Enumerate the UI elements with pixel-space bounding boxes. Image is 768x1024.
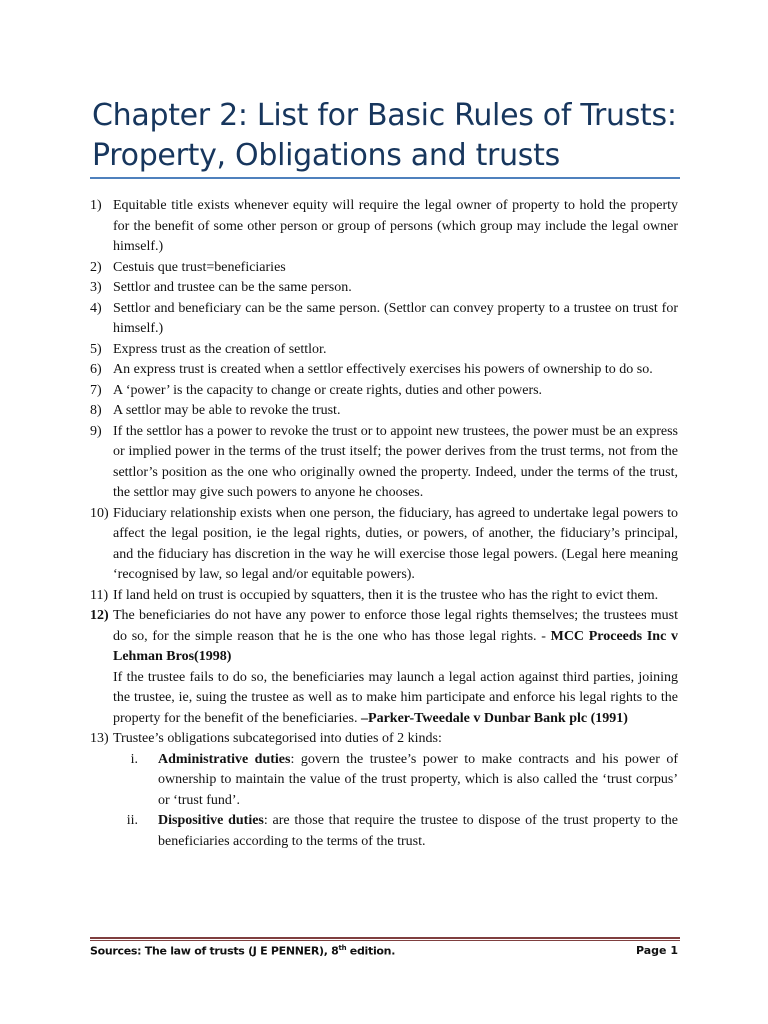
item-number: 10) xyxy=(90,505,109,521)
list-item-2 xyxy=(90,258,678,279)
footer-source-suffix: edition. xyxy=(346,944,396,958)
item-text xyxy=(113,606,678,729)
item-text: Express trust as the creation of settlor. xyxy=(113,341,327,357)
item-text: Fiduciary relationship exists when one person, the fiduciary, has agreed to undertake legal powers to affect the legal position, ie the legal rights, duties, or powers, of another, the fiduciary’s principal, and the fiduciary has discretion in the way he will exercise those legal powers. (Legal here meaning ‘recognised by law, so legal and/or equitable powers). xyxy=(113,505,678,582)
list-item-5 xyxy=(90,340,678,361)
title-line-2: Property, Obligations and trusts xyxy=(92,138,560,173)
item-number: 13) xyxy=(90,731,109,746)
sub-item-text xyxy=(158,811,678,852)
footer-source-sup: th xyxy=(338,944,347,952)
item-text: A ‘power’ is the capacity to change or create rights, duties and other powers. xyxy=(113,382,543,398)
item-number: 6) xyxy=(90,362,102,377)
item-text: Cestuis que trust=beneficiaries xyxy=(113,259,286,275)
item-number: 11) xyxy=(90,587,109,603)
item-text: An express trust is created when a settlor effectively exercises his powers of ownership to do so. xyxy=(113,362,653,377)
item-number: 9) xyxy=(90,423,102,439)
list-item-6 xyxy=(90,360,678,381)
list-item-3 xyxy=(90,278,678,299)
list-item-10 xyxy=(90,504,678,586)
item-number: 5) xyxy=(90,341,102,357)
list-item-8 xyxy=(90,401,678,422)
item-text: If land held on trust is occupied by squatters, then it is the trustee who has the right to evict them. xyxy=(113,587,659,603)
sub-item-i xyxy=(90,750,678,812)
list-item-4 xyxy=(90,299,678,340)
list-item-13 xyxy=(90,729,678,750)
item-number: 12) xyxy=(90,608,109,623)
footer-divider-thin xyxy=(90,940,680,941)
sub-item-ii xyxy=(90,811,678,852)
list-item-9 xyxy=(90,422,678,504)
rules-list xyxy=(90,196,678,852)
sub-item-desc: : govern the trustee’s power to make contracts and his power of ownership to maintain the value of the trust property, which is also called the ‘trust corpus’ or ‘trust fund’. xyxy=(158,751,679,808)
footer-source-prefix: Sources: The law of trusts (J E PENNER), 8 xyxy=(90,944,339,958)
item-text: Equitable title exists whenever equity will require the legal owner of property to hold the property for the benefit of some other person or group of persons (which group may include the legal owner himself.) xyxy=(113,198,678,254)
sub-item-term: Administrative duties xyxy=(158,751,291,767)
item-text: Trustee’s obligations subcategorised into duties of 2 kinds: xyxy=(113,731,442,746)
item-number: 1) xyxy=(90,198,102,213)
case-citation-parker: –Parker-Tweedale v Dunbar Bank plc (1991) xyxy=(361,710,628,726)
item-number: 4) xyxy=(90,300,102,316)
sub-item-text xyxy=(158,750,678,812)
list-item-7 xyxy=(90,381,678,402)
sub-item-number: ii. xyxy=(126,813,138,828)
item-number: 3) xyxy=(90,280,102,295)
item-number: 7) xyxy=(90,382,102,398)
item-text: A settlor may be able to revoke the trust. xyxy=(113,403,341,418)
list-item-11 xyxy=(90,586,678,607)
page-number: Page 1 xyxy=(635,944,678,957)
item-number: 2) xyxy=(90,259,102,275)
sub-item-term: Dispositive duties xyxy=(158,813,264,828)
title-divider xyxy=(90,177,680,179)
title-line-1: Chapter 2: List for Basic Rules of Trusts: xyxy=(92,98,677,133)
item-text: Settlor and trustee can be the same person. xyxy=(113,280,352,295)
footer-source xyxy=(90,944,395,958)
item-12-text-b: If the trustee fails to do so, the beneficiaries may launch a legal action against third parties, joining the trustee, ie, suing the trustee as well as to make him participate and enforce his legal rights to the property for the benefit of the beneficiaries. xyxy=(113,669,678,726)
case-citation-mcc: MCC Proceeds Inc v Lehman Bros(1998) xyxy=(113,628,678,664)
footer-divider xyxy=(90,937,680,939)
list-item-12 xyxy=(90,606,678,729)
sub-item-desc: : are those that require the trustee to dispose of the trust property to the beneficiaries according to the terms of the trust. xyxy=(158,813,679,849)
item-text: Settlor and beneficiary can be the same person. (Settlor can convey property to a trustee on trust for himself.) xyxy=(113,300,678,336)
item-number: 8) xyxy=(90,403,102,418)
item-text: If the settlor has a power to revoke the trust or to appoint new trustees, the power must be an express or implied power in the terms of the trust itself; the power derives from the trust terms, not from the settlor’s position as the one who originally owned the property. Indeed, under the terms of the trust, the settlor may give such powers to anyone he chooses. xyxy=(113,423,678,500)
numbered-items xyxy=(90,196,678,606)
page-title xyxy=(92,96,692,176)
item-12-text-a: The beneficiaries do not have any power to enforce those legal rights themselves; the trustees must do so, for the simple reason that he is the one who has those legal rights. - xyxy=(113,608,678,644)
list-item-1 xyxy=(90,196,678,258)
sub-item-number: i. xyxy=(130,751,138,767)
